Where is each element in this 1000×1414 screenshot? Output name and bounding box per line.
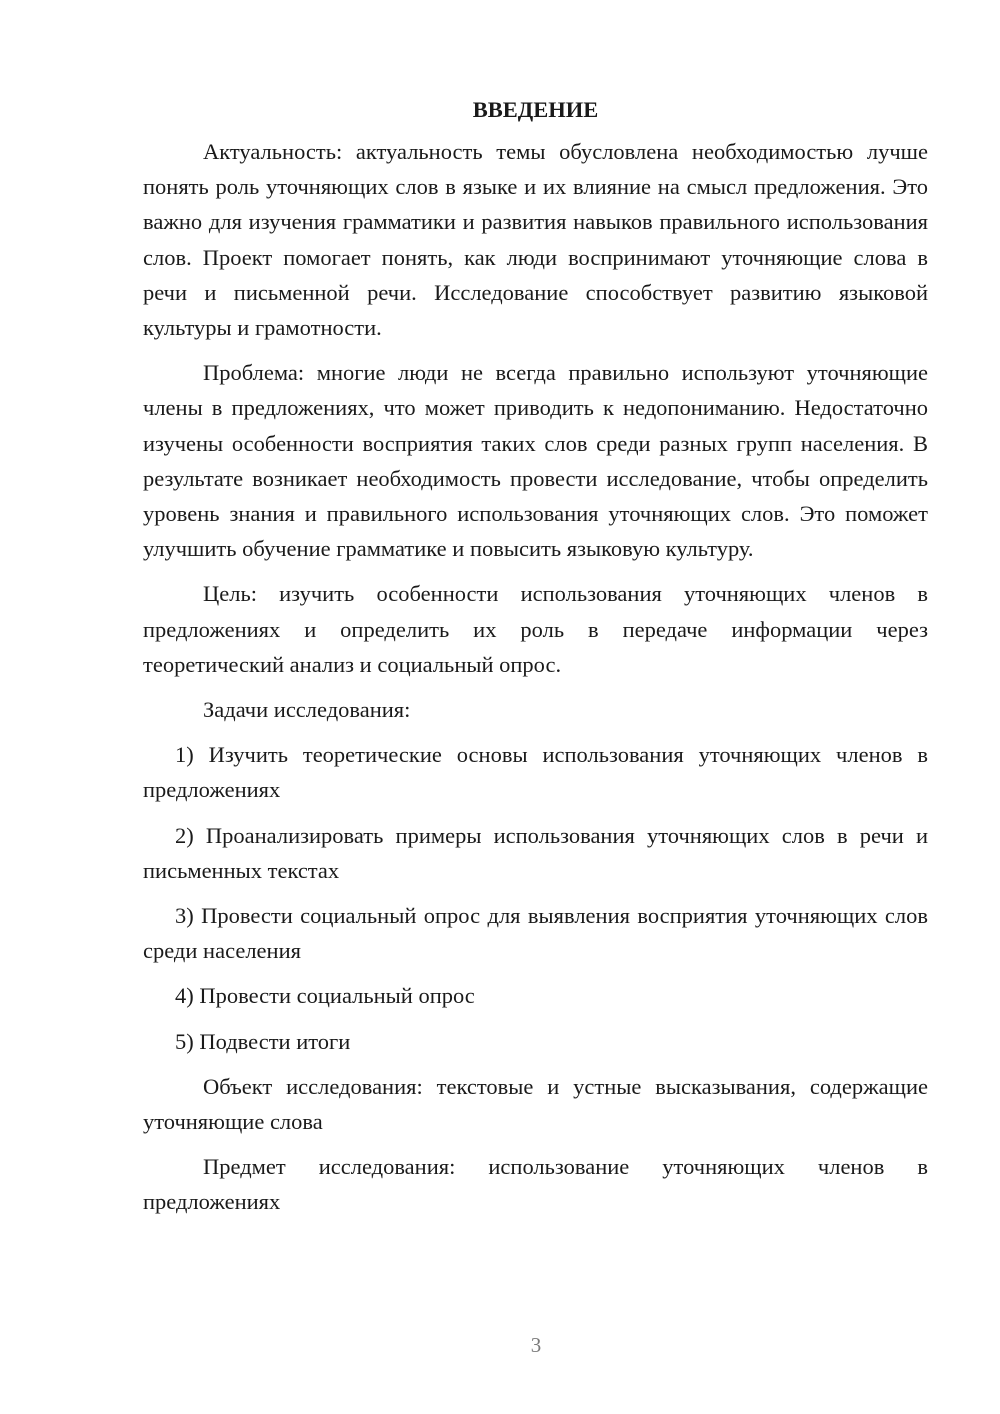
page-number: 3 [530, 1333, 542, 1357]
page-content [143, 92, 928, 1230]
paragraph-goal: Цель: изучить особенности использования уточняющих членов в предложениях и определить их роль в передаче информации через теоретический анализ и социальный опрос. [143, 581, 928, 677]
paragraph-object: Объект исследования: текстовые и устные высказывания, содержащие уточняющие слова [143, 1073, 928, 1135]
task-item: 5) Подвести итоги [175, 1028, 351, 1054]
paragraph-relevance: Актуальность: актуальность темы обусловлена необходимостью лучше понять роль уточняющих слов в языке и их влияние на смысл предложения. Это важно для изучения грамматики и развития навыков правильного использования слов. Проект помогает понять, как люди воспринимают уточняющие слова в речи и письменной речи. Исследование способствует развитию языковой культуры и грамотности. [143, 139, 928, 341]
task-item: 3) Провести социальный опрос для выявления восприятия уточняющих слов среди населения [143, 903, 928, 964]
paragraph-problem: Проблема: многие люди не всегда правильно используют уточняющие члены в предложениях, что может приводить к недопониманию. Недостаточно изучены особенности восприятия таких слов среди разных групп населения. В результате возникает необходимость провести исследование, чтобы определить уровень знания и правильного использования уточняющих слов. Это поможет улучшить обучение грамматике и повысить языковую культуру. [143, 360, 928, 562]
task-item: 1) Изучить теоретические основы использования уточняющих членов в предложениях [143, 742, 928, 803]
task-item: 4) Провести социальный опрос [175, 983, 475, 1009]
paragraph-tasks-title: Задачи исследования: [203, 697, 411, 723]
task-item: 2) Проанализировать примеры использования уточняющих слов в речи и письменных текстах [143, 822, 928, 883]
page-heading: ВВЕДЕНИЕ [472, 97, 599, 122]
paragraph-subject: Предмет исследования: использование уточняющих членов в предложениях [143, 1154, 928, 1215]
